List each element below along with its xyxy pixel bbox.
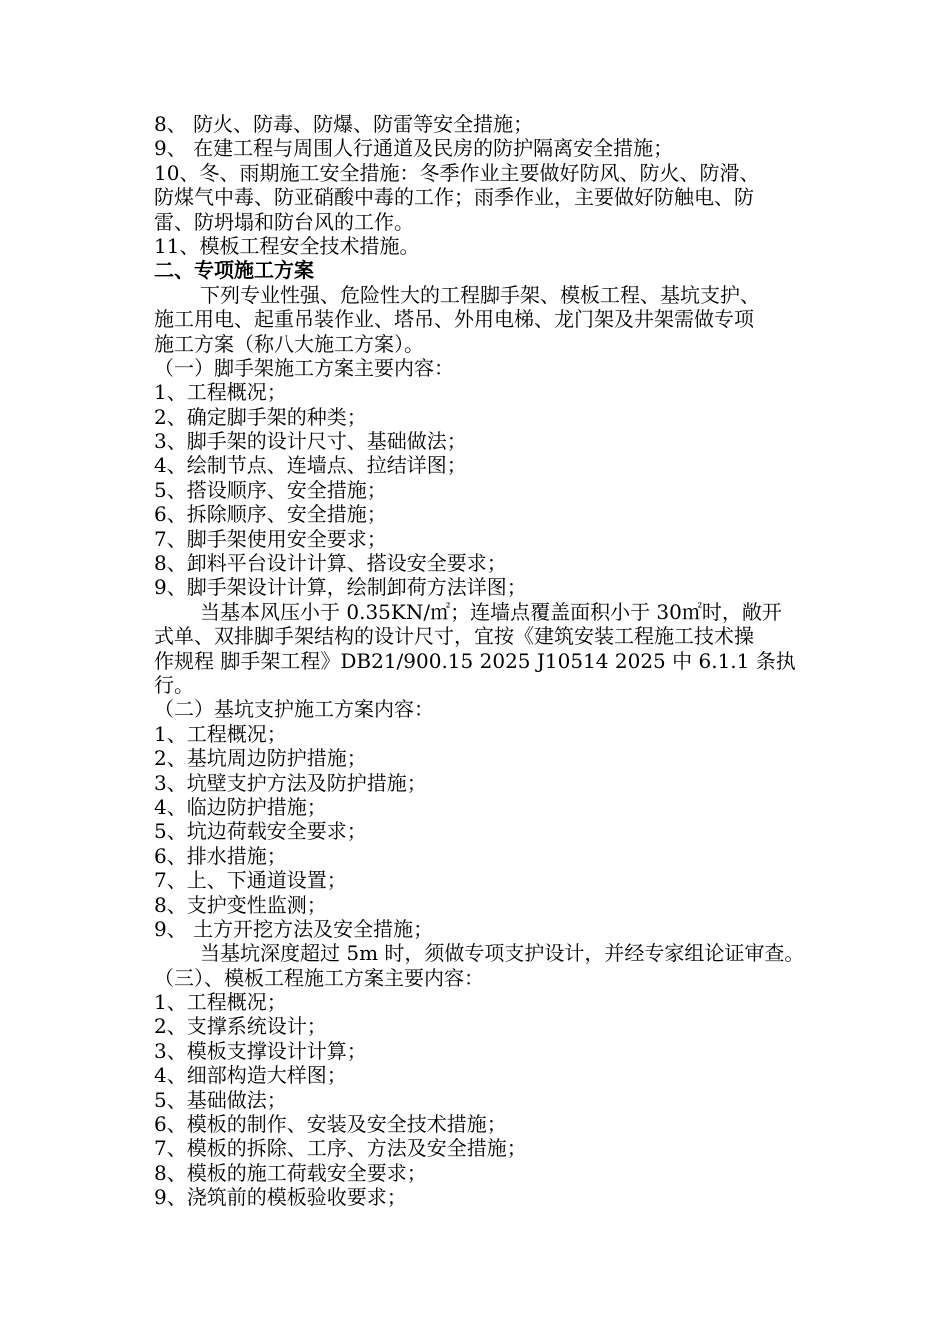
text-line: 施工用电、起重吊装作业、塔吊、外用电梯、龙门架及井架需做专项 bbox=[154, 307, 754, 332]
text-line: 9、 在建工程与周围人行通道及民房的防护隔离安全措施； bbox=[154, 136, 674, 161]
text-line: 10、冬、雨期施工安全措施：冬季作业主要做好防风、防火、防滑、 bbox=[154, 160, 760, 185]
text-line: 作规程 脚手架工程》DB21/900.15 2025 J10514 2025 中 6.1.1 条执 bbox=[154, 648, 796, 673]
list-item: 3、模板支撑设计计算； bbox=[154, 1038, 367, 1063]
list-item: 6、模板的制作、安装及安全技术措施； bbox=[154, 1112, 507, 1137]
text-line: 11、模板工程安全技术措施。 bbox=[154, 233, 420, 258]
text-line: 雷、防坍塌和防台风的工作。 bbox=[154, 209, 414, 234]
list-item: 7、脚手架使用安全要求； bbox=[154, 526, 387, 551]
text-line: 防煤气中毒、防亚硝酸中毒的工作；雨季作业，主要做好防触电、防 bbox=[154, 185, 754, 210]
subsection-heading: （一）脚手架施工方案主要内容： bbox=[154, 355, 454, 380]
text-line: 式单、双排脚手架结构的设计尺寸，宜按《建筑安装工程施工技术操 bbox=[154, 624, 754, 649]
list-item: 5、基础做法； bbox=[154, 1087, 287, 1112]
list-item: 8、支护变性监测； bbox=[154, 892, 327, 917]
list-item: 9、 土方开挖方法及安全措施； bbox=[154, 916, 434, 941]
list-item: 8、模板的施工荷载安全要求； bbox=[154, 1160, 427, 1185]
list-item: 9、浇筑前的模板验收要求； bbox=[154, 1185, 407, 1210]
text-line: 8、 防火、防毒、防爆、防雷等安全措施； bbox=[154, 112, 534, 136]
list-item: 6、排水措施； bbox=[154, 843, 287, 868]
list-item: 3、脚手架的设计尺寸、基础做法； bbox=[154, 429, 467, 454]
list-item: 2、支撑系统设计； bbox=[154, 1014, 327, 1039]
section-heading: 二、专项施工方案 bbox=[154, 258, 314, 283]
subsection-heading: （二）基坑支护施工方案内容： bbox=[154, 697, 434, 722]
list-item: 4、临边防护措施； bbox=[154, 794, 327, 819]
list-item: 1、工程概况； bbox=[154, 990, 287, 1015]
list-item: 4、细部构造大样图； bbox=[154, 1063, 347, 1088]
list-item: 1、工程概况； bbox=[154, 380, 287, 405]
list-item: 3、坑壁支护方法及防护措施； bbox=[154, 770, 427, 795]
paragraph-first-line: 当基坑深度超过 5m 时，须做专项支护设计，并经专家组论证审查。 bbox=[200, 941, 805, 966]
list-item: 2、确定脚手架的种类； bbox=[154, 404, 367, 429]
list-item: 1、工程概况； bbox=[154, 721, 287, 746]
text-line: 施工方案（称八大施工方案）。 bbox=[154, 331, 424, 356]
paragraph-first-line: 当基本风压小于 0.35KN/㎡；连墙点覆盖面积小于 30㎡时，敞开 bbox=[200, 599, 782, 624]
list-item: 7、模板的拆除、工序、方法及安全措施； bbox=[154, 1136, 527, 1161]
list-item: 2、基坑周边防护措施； bbox=[154, 746, 367, 771]
list-item: 5、搭设顺序、安全措施； bbox=[154, 477, 387, 502]
list-item: 4、绘制节点、连墙点、拉结详图； bbox=[154, 453, 467, 478]
list-item: 8、卸料平台设计计算、搭设安全要求； bbox=[154, 551, 507, 576]
list-item: 7、上、下通道设置； bbox=[154, 868, 347, 893]
text-line: 行。 bbox=[154, 672, 194, 697]
subsection-heading: （三）、模板工程施工方案主要内容： bbox=[154, 965, 484, 990]
list-item: 6、拆除顺序、安全措施； bbox=[154, 502, 387, 527]
document-body bbox=[154, 112, 844, 1210]
list-item: 9、脚手架设计计算，绘制卸荷方法详图； bbox=[154, 575, 527, 600]
paragraph-first-line: 下列专业性强、危险性大的工程脚手架、模板工程、基坑支护、 bbox=[200, 282, 760, 307]
list-item: 5、坑边荷载安全要求； bbox=[154, 819, 367, 844]
